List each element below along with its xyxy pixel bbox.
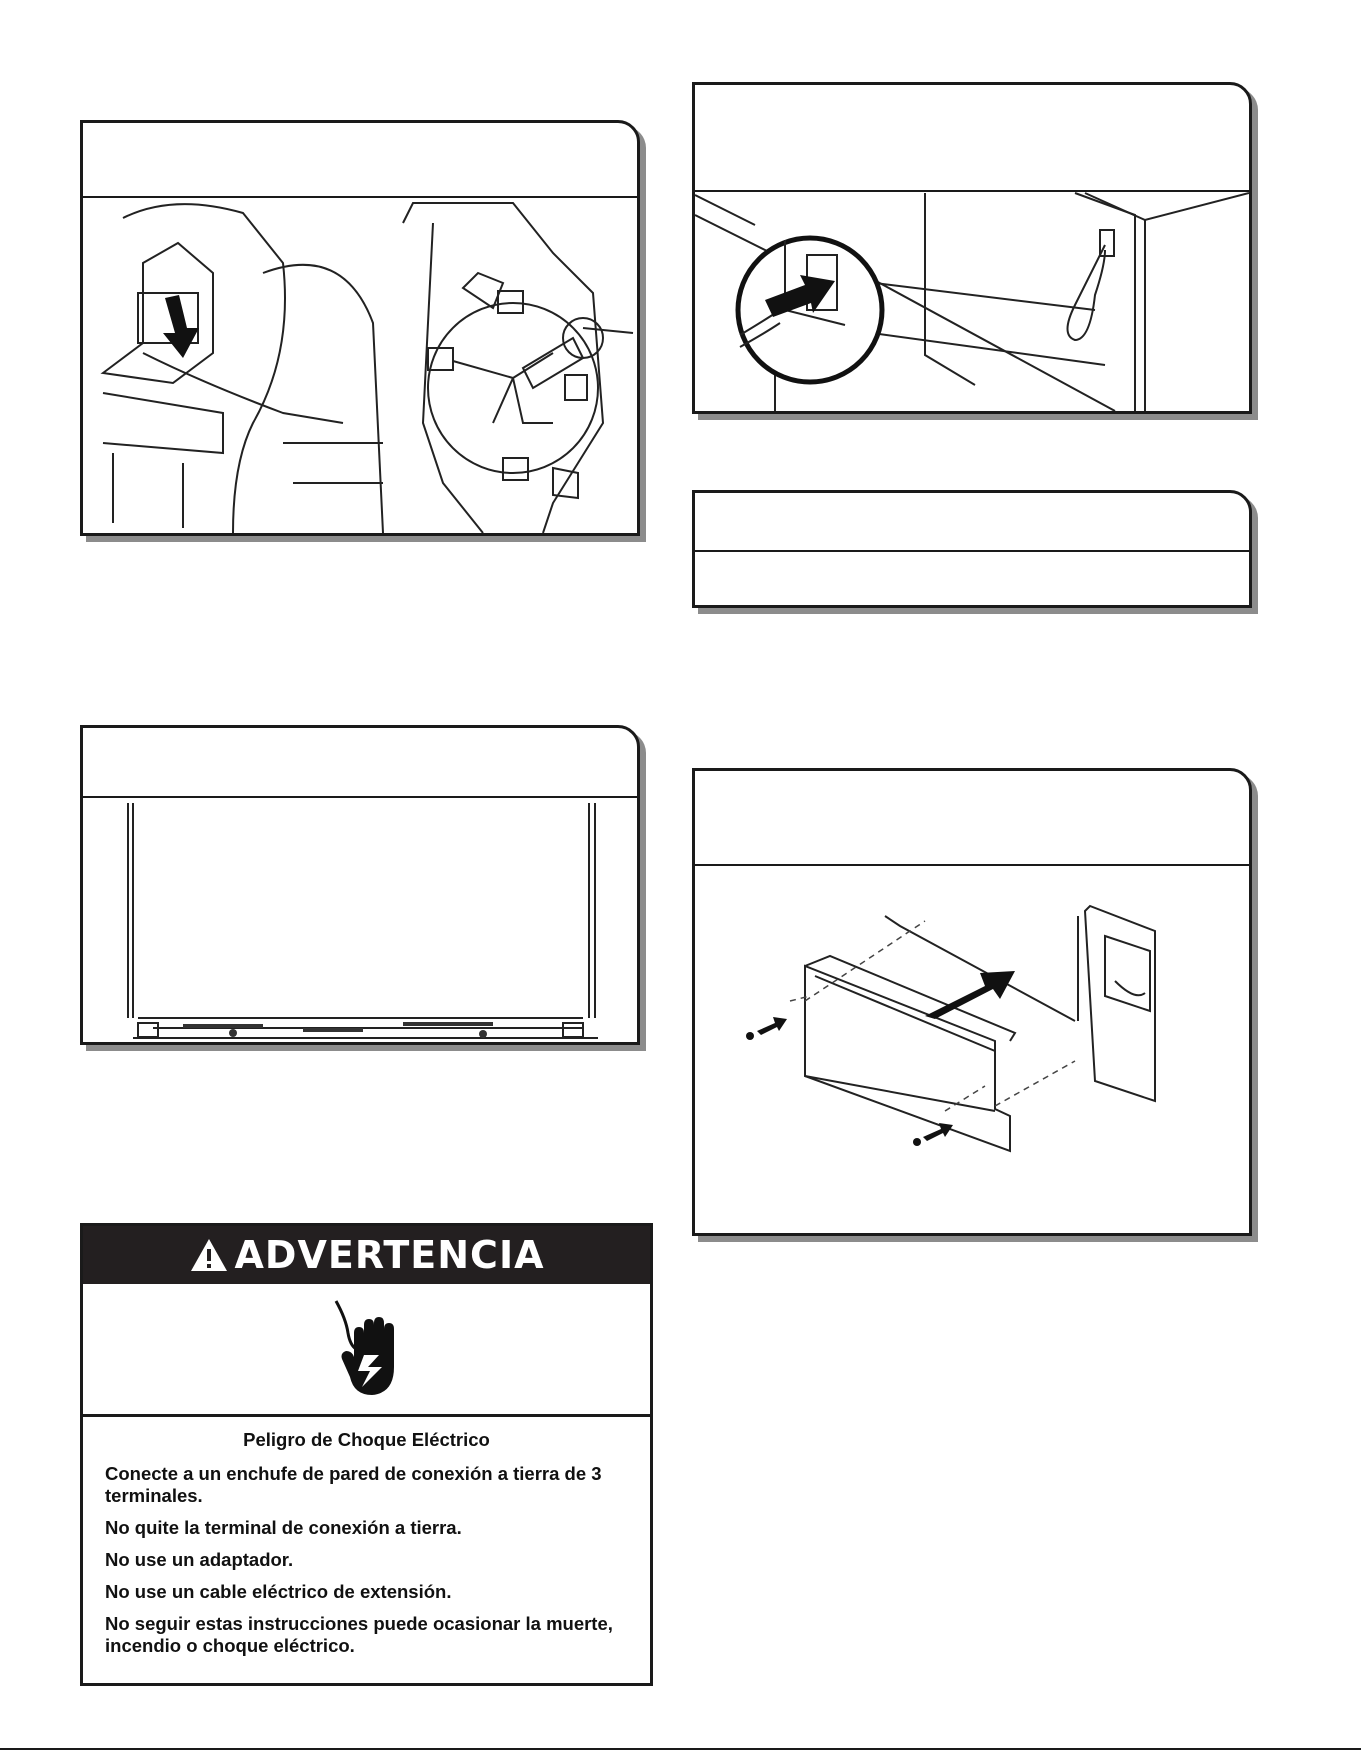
warning-line: No use un cable eléctrico de extensión. xyxy=(105,1581,452,1602)
outlet-illustration xyxy=(695,85,1249,411)
connector-illustration xyxy=(83,123,637,533)
panel-toe-kick-illustration xyxy=(692,768,1252,1236)
warning-line: No use un adaptador. xyxy=(105,1549,294,1570)
electric-shock-hand-icon xyxy=(324,1297,410,1401)
panel-dishwasher-bottom-illustration xyxy=(80,725,640,1045)
footer-rule xyxy=(0,1748,1361,1750)
warning-triangle-icon xyxy=(189,1237,229,1273)
toe-kick-illustration xyxy=(695,771,1249,1233)
warning-subtitle: Peligro de Choque Eléctrico xyxy=(243,1429,490,1450)
panel-connector-illustration xyxy=(80,120,640,536)
warning-line: No seguir estas instrucciones puede ocasionar la muerte, incendio o choque eléctrico. xyxy=(105,1613,613,1656)
warning-title: ADVERTENCIA xyxy=(234,1233,545,1277)
warning-banner xyxy=(83,1226,650,1284)
warning-line: No quite la terminal de conexión a tierra. xyxy=(105,1517,462,1538)
warning-line: Conecte a un enchufe de pared de conexión a tierra de 3 terminales. xyxy=(105,1463,602,1506)
panel-header xyxy=(695,493,1249,552)
panel-note xyxy=(692,490,1252,608)
dishwasher-illustration xyxy=(83,728,637,1042)
warning-box xyxy=(80,1223,653,1686)
panel-power-outlet-illustration xyxy=(692,82,1252,414)
shock-icon-area xyxy=(83,1284,650,1417)
